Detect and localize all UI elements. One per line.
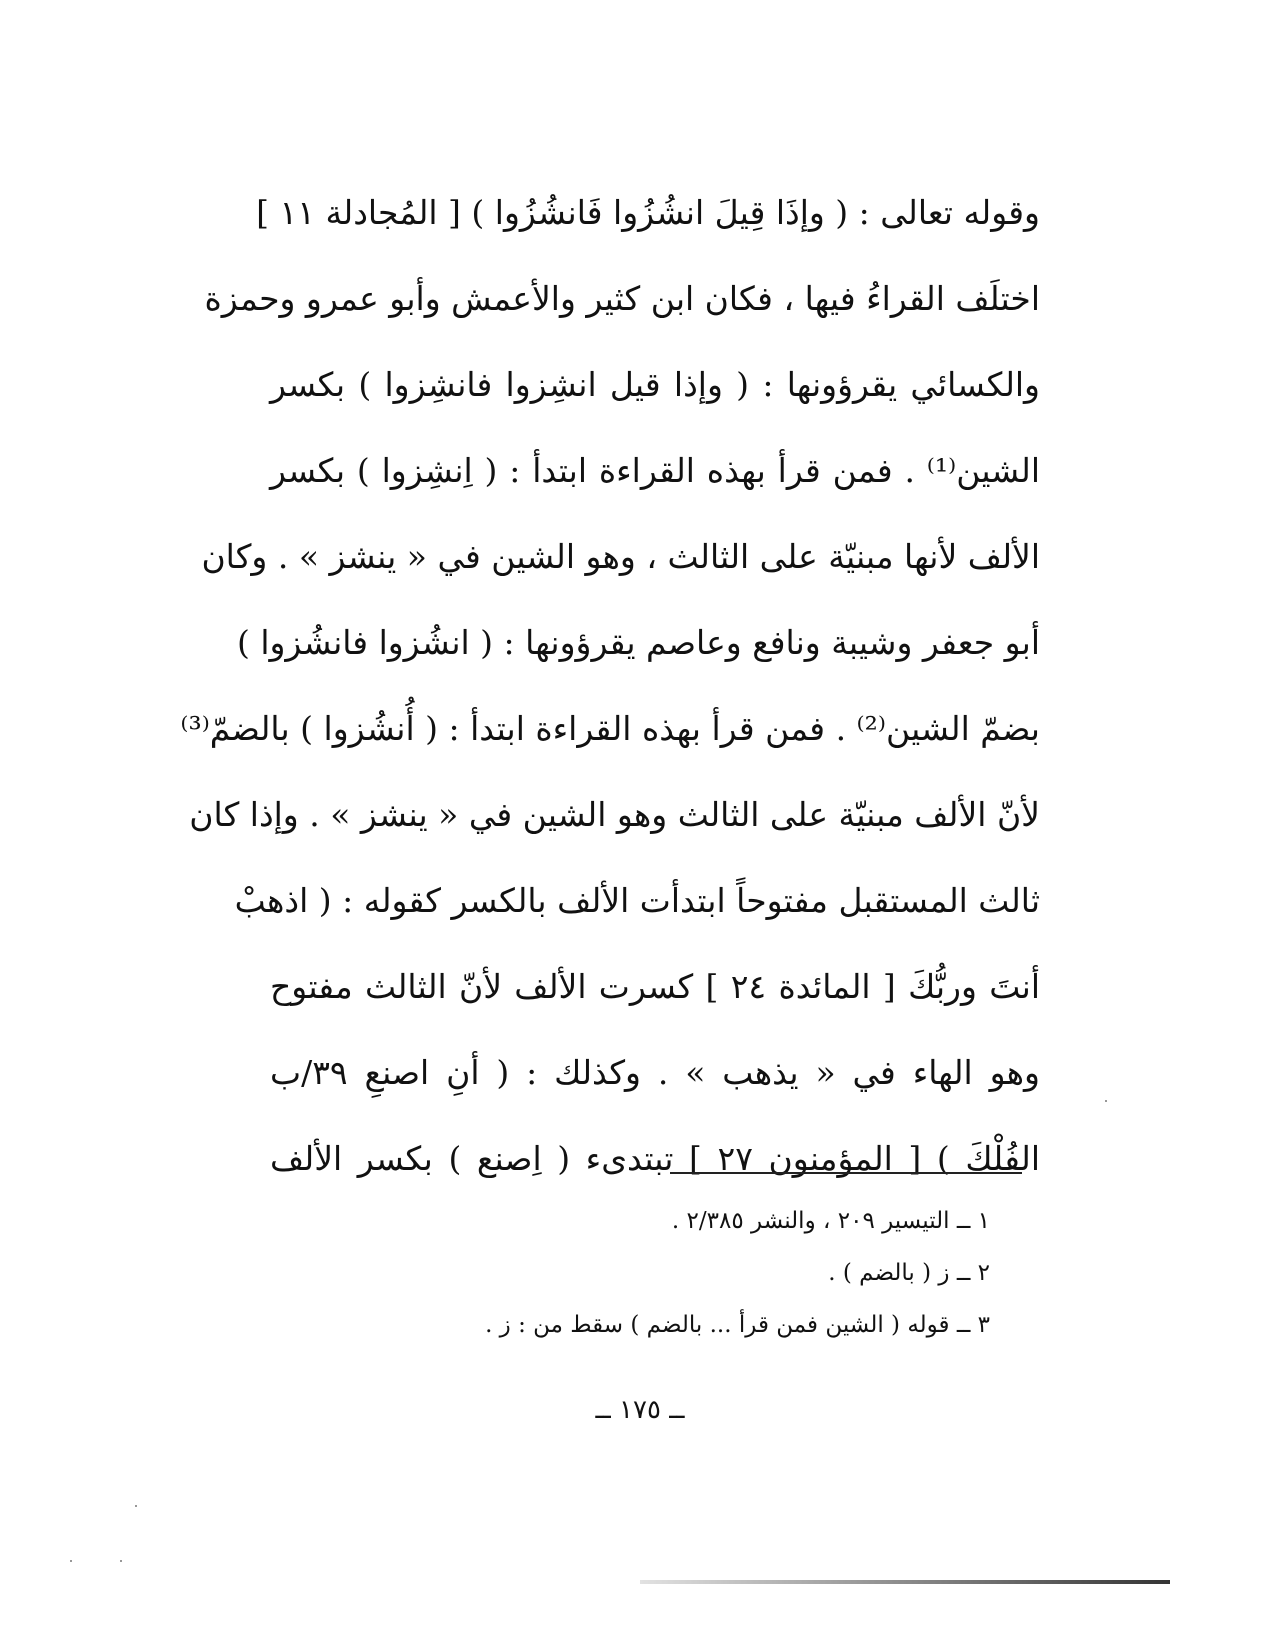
- text-line: الألف لأنها مبنيّة على الثالث ، وهو الشين في « ينشز » . وكان: [201, 537, 1040, 576]
- text-line: وهو الهاء في « يذهب » . وكذلك : ( أنِ اصنعِ ٣٩/ب: [270, 1053, 1040, 1092]
- text-line: والكسائي يقرؤونها : ( وإذا قيل انشِزوا فانشِزوا ) بكسر: [270, 365, 1040, 404]
- main-text: [180, 170, 1040, 1202]
- text-line: أنتَ وربُّكَ [ المائدة ٢٤ ] كسرت الألف لأنّ الثالث مفتوح: [270, 967, 1040, 1006]
- footnote-divider: [670, 1172, 1022, 1174]
- text-line: بضمّ الشين⁽²⁾ . فمن قرأ بهذه القراءة ابتدأ : ( أُنشُزوا ) بالضمّ⁽³⁾: [180, 709, 1040, 748]
- footnote-1: ١ ــ التيسير ٢٠٩ ، والنشر ٢/٣٨٥ .: [671, 1208, 990, 1234]
- scan-speck: [70, 1560, 72, 1562]
- text-line: اختلَف القراءُ فيها ، فكان ابن كثير والأعمش وأبو عمرو وحمزة: [204, 279, 1040, 318]
- text-line: الشين⁽¹⁾ . فمن قرأ بهذه القراءة ابتدأ : ( اِنشِزوا ) بكسر: [270, 451, 1040, 490]
- text-line: لأنّ الألف مبنيّة على الثالث وهو الشين في « ينشز » . وإذا كان: [189, 795, 1040, 834]
- footnote-3: ٣ ــ قوله ( الشين فمن قرأ ... بالضم ) سقط من : ز .: [485, 1312, 990, 1338]
- text-line: الفُلْكَ ) [ المؤمنون ٢٧ ] تبتدىء ( اِصنع ) بكسر الألف: [270, 1139, 1040, 1178]
- text-line: أبو جعفر وشيبة ونافع وعاصم يقرؤونها : ( انشُزوا فانشُزوا ): [236, 623, 1040, 662]
- footnotes: [420, 1195, 990, 1351]
- footnote-2: ٢ ــ ز ( بالضم ) .: [828, 1260, 990, 1286]
- text-line: وقوله تعالى : ( وإذَا قِيلَ انشُزُوا فَانشُزُوا ) [ المُجادلة ١١ ]: [256, 193, 1040, 232]
- scan-speck: [135, 1505, 137, 1507]
- scan-speck: [1105, 1100, 1107, 1102]
- text-line: ثالث المستقبل مفتوحاً ابتدأت الألف بالكسر كقوله : ( اذهبْ: [234, 881, 1040, 920]
- page-number: ــ ١٧٥ ــ: [595, 1395, 685, 1425]
- scan-edge-line: [640, 1580, 1170, 1584]
- scan-speck: [120, 1560, 122, 1562]
